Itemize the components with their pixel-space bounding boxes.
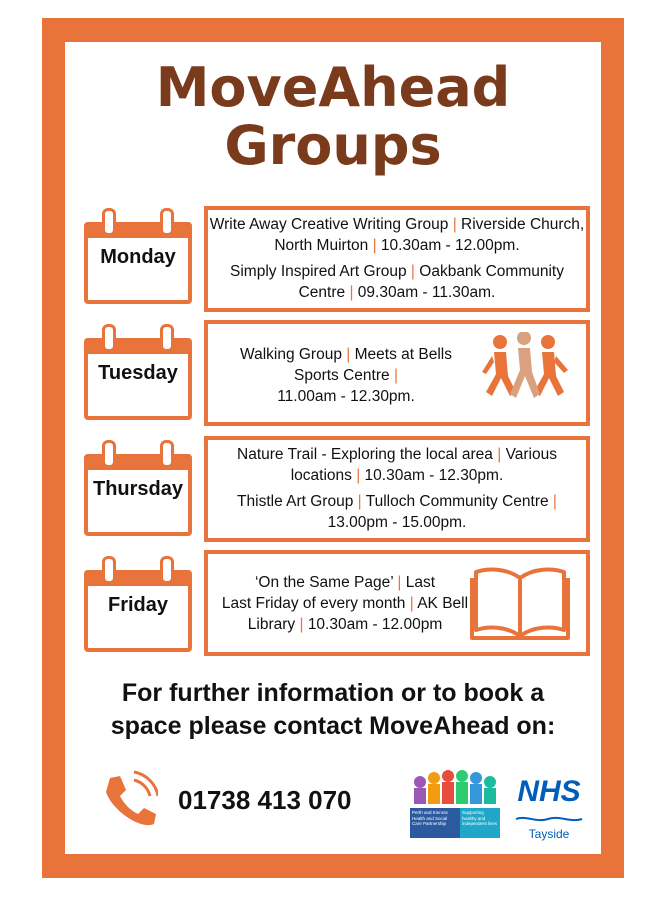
open-book-icon — [470, 564, 570, 642]
schedule-entry: Nature Trail - Exploring the local area | Various locations | 10.30am - 12.30pm. — [237, 446, 557, 484]
nhs-wordmark: NHS — [517, 775, 581, 808]
day-label-thursday: Thursday — [92, 478, 184, 500]
people-figures-icon — [410, 770, 500, 804]
schedule-entry: Simply Inspired Art Group | Oakbank Community Centre | 09.30am - 11.30am. — [230, 263, 564, 301]
schedule-entry: Write Away Creative Writing Group | Riverside Church, North Muirton | 10.30am - 12.00pm. — [209, 216, 585, 254]
footer-line-1: For further information or to book a — [121, 679, 545, 707]
calendar-thursday — [84, 440, 192, 538]
schedule-box-monday — [204, 206, 590, 312]
phone-icon — [100, 770, 158, 830]
walking-people-icon — [476, 332, 572, 412]
calendar-tuesday — [84, 324, 192, 422]
pkhscp-name: Perth and Kinross Health and Social Care Partnership — [410, 808, 460, 838]
schedule-box-tuesday — [204, 320, 590, 426]
nhs-tayside-logo — [514, 776, 584, 840]
day-label-monday: Monday — [100, 246, 176, 268]
title-line-1: MoveAhead — [155, 56, 511, 119]
schedule-box-friday — [204, 550, 590, 656]
pkhscp-tagline: Supporting healthy and independent lives — [460, 808, 500, 838]
nhs-region: Tayside — [528, 827, 570, 841]
schedule-box-thursday — [204, 436, 590, 542]
phone-number: 01738 413 070 — [178, 785, 352, 815]
footer-line-2: space please contact MoveAhead on: — [110, 712, 556, 740]
schedule-entry: ‘On the Same Page’ | Last Last Friday of every month | AK Bell Library | 10.30am - 12.00pm — [221, 574, 469, 633]
schedule-entry: Walking Group | Meets at Bells Sports Centre | 11.00am - 12.30pm. — [240, 346, 452, 405]
day-label-friday: Friday — [107, 594, 169, 616]
calendar-monday — [84, 208, 192, 306]
pkhscp-logo — [410, 770, 500, 836]
day-label-tuesday: Tuesday — [98, 362, 178, 384]
wave-icon — [514, 815, 584, 823]
calendar-friday — [84, 556, 192, 654]
title-line-2: Groups — [224, 114, 442, 177]
schedule-entry: Thistle Art Group | Tulloch Community Centre | 13.00pm - 15.00pm. — [237, 493, 557, 531]
